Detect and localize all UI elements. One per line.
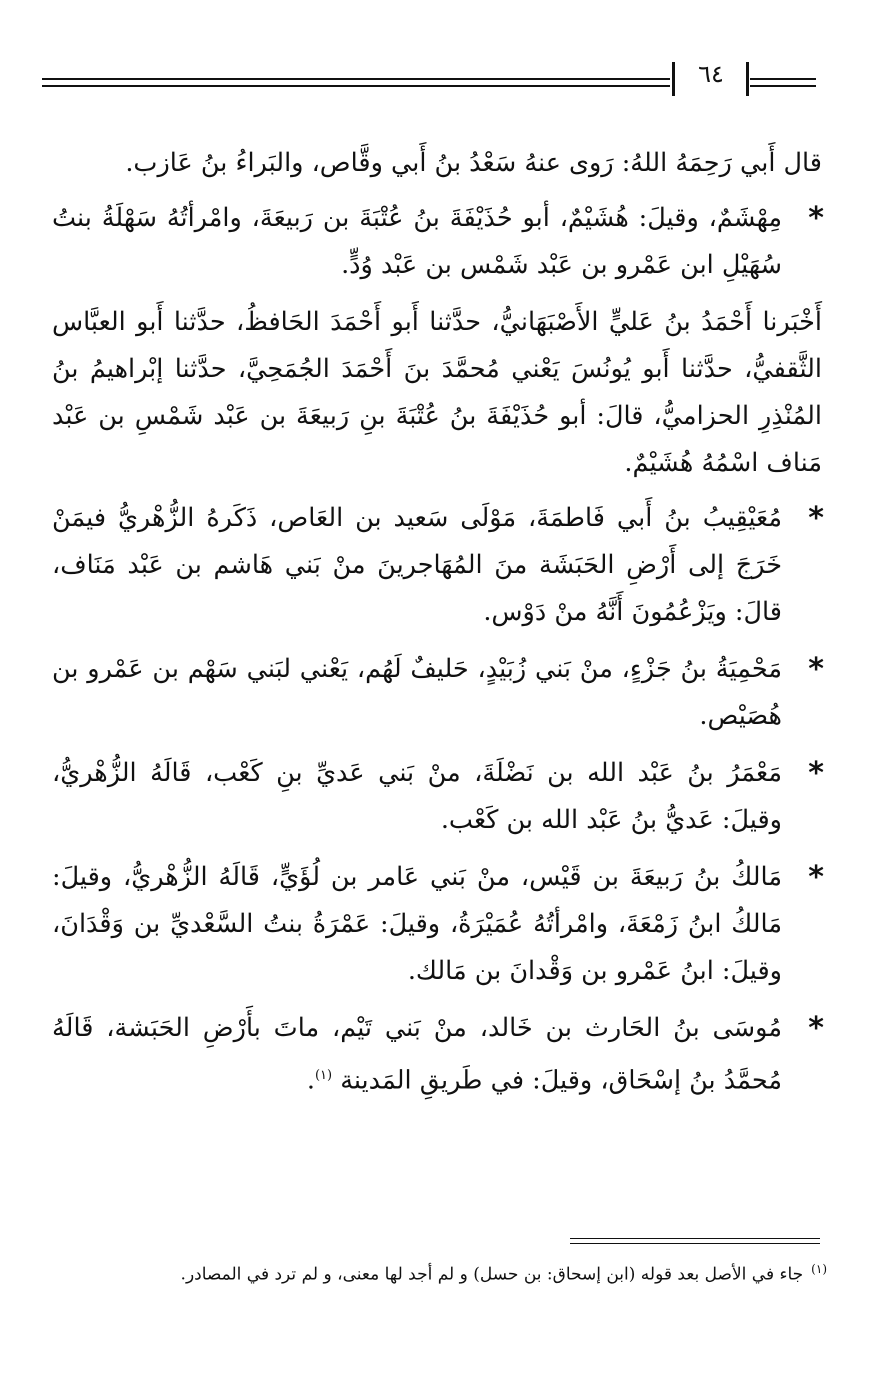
bullet-star: * <box>808 201 824 236</box>
page-header <box>42 58 842 98</box>
header-bar-right <box>746 62 749 96</box>
entry-text: مَعْمَرُ بنُ عَبْد الله بن نَضْلَةَ، منْ بَني عَديِّ بنِ كَعْب، قَالَهُ الزُّهْريُّ، وقيلَ: عَديُّ بنُ عَبْد الله بن كَعْب. <box>52 758 782 835</box>
bullet-star: * <box>808 652 824 687</box>
footnote-divider <box>570 1238 820 1244</box>
intro-line: قال أَبي رَحِمَهُ اللهُ: رَوى عنهُ سَعْدُ بنُ أَبي وقَّاص، والبَراءُ بنُ عَازب. <box>125 148 822 178</box>
page-number: ٦٤ <box>698 60 724 88</box>
footnote-text: جاء في الأصل بعد قوله (ابن إسحاق: بن حسل) و لم أجد لها معنى، و لم ترد في المصادر. <box>180 1264 804 1285</box>
entry-mamar <box>52 750 822 844</box>
header-rule-left <box>42 78 670 87</box>
footnote-marker: (١) <box>811 1262 827 1276</box>
main-text <box>52 140 822 1115</box>
entry-musa <box>52 1005 822 1105</box>
entry-text: مُوسَى بنُ الحَارث بن خَالد، منْ بَني تَيْم، ماتَ بأَرْضِ الحَبَشة، قَالَهُ مُحمَّدُ بنُ إسْحَاق، وقيلَ: في طَريقِ المَدينة <box>52 1013 782 1096</box>
header-rule-right <box>750 78 816 87</box>
bullet-star: * <box>808 756 824 791</box>
bullet-star: * <box>808 501 824 536</box>
entry-text: مَالكُ بنُ رَبيعَةَ بن قَيْس، منْ بَني عَامر بن لُؤَيٍّ، قَالَهُ الزُّهْريُّ، وقيلَ: مَالكُ ابنُ زَمْعَةَ، وامْرأتُهُ عُمَيْرَةُ، وقيلَ: عَمْرَةُ بنتُ السَّعْديِّ بن وَقْدَانَ، وقيلَ: ابنُ عَمْرو بن وَقْدانَ بن مَالك. <box>52 862 782 986</box>
isnad-paragraph: أَخْبَرنا أَحْمَدُ بنُ عَليٍّ الأَصْبَهَانيُّ، حدَّثنا أَبو أَحْمَدَ الحَافظُ، حدَّثنا أَبو العبَّاس الثَّقفيُّ، حدَّثنا أَبو يُونُسَ يَعْني مُحمَّدَ بنَ أَحْمَدَ الجُمَحِيَّ، حدَّثنا إبْراهيمُ بنُ المُنْذِرِ الحزاميُّ، قالَ: أبو حُذَيْفَةَ بنُ عُتْبَةَ بنِ رَبيعَةَ بن عَبْد شَمْسِ بن عَبْد مَناف اسْمُهُ هُشَيْمٌ. <box>52 307 822 478</box>
bullet-star: * <box>808 1011 824 1046</box>
entry-malik <box>52 854 822 995</box>
footnote <box>52 1254 827 1290</box>
bullet-star: * <box>808 860 824 895</box>
entry-mihsham <box>52 195 822 289</box>
entry-text: مُعَيْقِيبُ بنُ أَبي فَاطمَةَ، مَوْلَى سَعيد بن العَاص، ذَكَرهُ الزُّهْريُّ فيمَنْ خَرَجَ إلى أَرْضِ الحَبَشَة منَ المُهَاجرينَ منْ بَني هَاشم بن عَبْد مَنَاف، قالَ: ويَزْعُمُونَ أَنَّهُ منْ دَوْس. <box>52 503 782 627</box>
entry-tail: . <box>306 1065 315 1096</box>
entry-text: مِهْشَمٌ، وقيلَ: هُشَيْمٌ، أبو حُذَيْفَةَ بنُ عُتْبَةَ بن رَبيعَةَ، وامْرأتُهُ سَهْلَةُ بنتُ سُهَيْلِ ابن عَمْرو بن عَبْد شَمْس بن عَبْد وُدٍّ. <box>52 203 782 280</box>
footnote-reference[interactable]: (١) <box>314 1068 333 1083</box>
entry-text: مَحْمِيَةُ بنُ جَزْءٍ، منْ بَني زُبَيْدٍ، حَليفٌ لَهُم، يَعْني لبَني سَهْم بن عَمْرو بن هُصَيْص. <box>52 654 782 731</box>
entry-mahmiya <box>52 646 822 740</box>
header-bar-left <box>672 62 675 96</box>
entry-muayqib <box>52 495 822 636</box>
